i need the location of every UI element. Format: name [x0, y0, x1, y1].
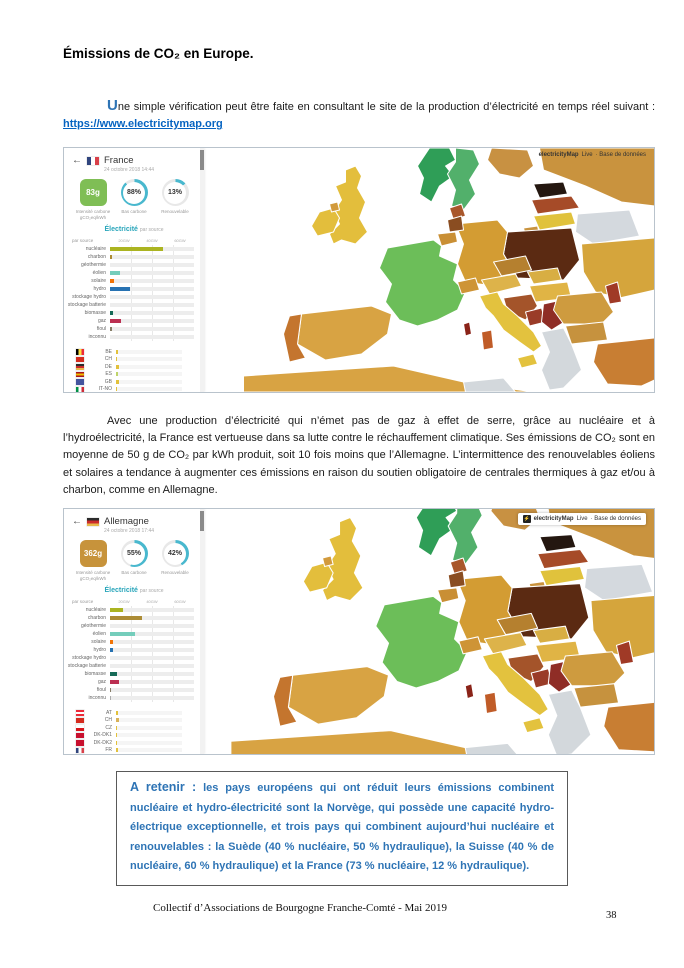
- scrollbar-thumb: [200, 150, 204, 170]
- scrollbar-thumb: [200, 511, 204, 531]
- electricitymap-link[interactable]: https://www.electricitymap.org: [63, 118, 223, 131]
- production-bar-fill: [110, 279, 114, 284]
- production-label: solaire: [91, 278, 106, 284]
- exchange-bar-track: [116, 726, 182, 730]
- production-bar-fill: [110, 680, 119, 685]
- axis-tick-label: 60GW: [174, 238, 186, 243]
- page-title: Émissions de CO₂ en Europe.: [63, 46, 254, 61]
- exchange-bar-fill: [116, 365, 119, 369]
- axis-tick-label: 40GW: [146, 599, 158, 604]
- production-row: [64, 614, 204, 622]
- production-row: [64, 606, 204, 614]
- production-label: nucléaire: [85, 607, 106, 613]
- axis-tick-label: 60GW: [174, 599, 186, 604]
- production-bar-track: [110, 327, 194, 332]
- production-label: hydro: [93, 286, 106, 292]
- production-label: gaz: [97, 679, 106, 685]
- country-flag-icon: [76, 372, 84, 378]
- production-bar-track: [110, 608, 194, 613]
- exchange-row: [64, 356, 204, 364]
- takeaway-body: les pays européens qui ont réduit leurs émissions combinent nucléaire et hydro-électricité sont la Norvège, qui possède une capacité hydro-électrique exceptionnelle, et trois pays qui combinent aujourd’hui nucléaire et renouvelables : la Suède (40 % nucléaire, 50 % hydraulique), la Suisse (40 % de nucléaire, 60 % hydraulique) et la France (73 % nucléaire, 12 % hydraulique).: [130, 782, 555, 872]
- exchange-list: [64, 348, 204, 393]
- production-bar-track: [110, 295, 194, 300]
- production-row: [64, 277, 204, 285]
- brand-label: electricityMap: [538, 152, 579, 158]
- gauge-caption: Bas carbone: [121, 570, 147, 575]
- exchange-country-code: AT: [105, 709, 112, 716]
- map-attribution: [518, 513, 646, 525]
- country-flag-icon: [76, 710, 84, 716]
- renewable-gauge: 13%: [162, 179, 189, 206]
- electricity-section-header: Électricité par source: [104, 226, 164, 233]
- renewable-gauge: 42%: [162, 540, 189, 567]
- production-label: inconnu: [88, 334, 106, 340]
- production-label: solaire: [91, 639, 106, 645]
- axis-tick-label: 40GW: [146, 238, 158, 243]
- axis-ticks: [110, 599, 194, 604]
- carbon-intensity-stat: [73, 540, 113, 581]
- exchange-row: [64, 732, 204, 740]
- chart-axis: [64, 237, 204, 245]
- production-label: éolien: [92, 270, 106, 276]
- production-bar-fill: [110, 327, 112, 332]
- production-label: fioul: [96, 326, 106, 332]
- production-chart: [64, 598, 204, 754]
- intro-paragraph: [63, 97, 655, 133]
- low-carbon-gauge: 55%: [121, 540, 148, 567]
- production-label: charbon: [87, 254, 106, 260]
- production-rows: [64, 245, 204, 341]
- exchange-country-code: FR: [105, 747, 112, 754]
- exchange-bar-fill: [116, 357, 117, 361]
- country-panel-france: [64, 148, 204, 392]
- production-bar-track: [110, 648, 194, 653]
- production-label: stockage hydro: [72, 294, 106, 300]
- map-attribution: [539, 152, 646, 158]
- low-carbon-stat: [114, 540, 154, 581]
- exchange-list: [64, 709, 204, 754]
- production-bar-fill: [110, 247, 163, 252]
- exchange-bar-fill: [116, 718, 119, 722]
- production-row: [64, 646, 204, 654]
- production-row: [64, 654, 204, 662]
- country-flag-icon: [76, 733, 84, 739]
- panel-title-block: [104, 155, 154, 173]
- country-flag-icon: [76, 725, 84, 731]
- exchange-bar-track: [116, 387, 182, 391]
- carbon-intensity-badge: 362g: [80, 540, 107, 567]
- renewable-stat: [155, 540, 195, 581]
- exchange-bar-fill: [116, 733, 117, 737]
- production-bar-fill: [110, 672, 117, 677]
- exchange-bar-fill: [116, 387, 117, 391]
- exchange-bar-track: [116, 365, 182, 369]
- bolt-logo-icon: ⚡: [523, 516, 530, 522]
- electricity-section-header: Électricité par source: [104, 587, 164, 594]
- production-row: [64, 269, 204, 277]
- production-bar-track: [110, 680, 194, 685]
- body-paragraph: Avec une production d’électricité qui n’émet pas de gaz à effet de serre, grâce au nucléaire et à l’hydroélectricité, la France est vertueuse dans sa lutte contre le réchauffement climatique. Ses émissions de CO₂ sont en moyenne de 50 g de CO₂ par kWh produit, soit 10 fois moins que l’Allemagne. L’intermittence des renouvelables éoliens et solaires a tendance à augmenter ces émissions en raison du soutien obligatoire de centrales thermiques à gaz et/ou à charbon, comme en Allemagne.: [63, 415, 655, 496]
- production-bar-track: [110, 335, 194, 340]
- country-name: France: [104, 155, 134, 166]
- exchange-row: [64, 378, 204, 386]
- screenshot-france: [63, 147, 655, 393]
- exchange-bar-track: [116, 357, 182, 361]
- country-flag-icon: [76, 349, 84, 355]
- production-label: charbon: [87, 615, 106, 621]
- exchange-country-code: CZ: [105, 724, 112, 731]
- production-row: [64, 285, 204, 293]
- renewable-stat: [155, 179, 195, 220]
- production-bar-fill: [110, 319, 121, 324]
- axis-ticks: [110, 238, 194, 243]
- gauge-caption: Renouvelable: [161, 209, 189, 214]
- exchange-bar-track: [116, 748, 182, 752]
- exchange-bar-fill: [116, 741, 117, 745]
- production-row: [64, 309, 204, 317]
- screenshot-germany: [63, 508, 655, 755]
- production-bar-track: [110, 688, 194, 693]
- europe-map-svg: [204, 509, 654, 754]
- production-bar-track: [110, 303, 194, 308]
- low-carbon-stat: [114, 179, 154, 220]
- exchange-country-code: ES: [105, 371, 112, 378]
- production-bar-fill: [110, 688, 111, 693]
- country-flag-icon: [76, 748, 84, 754]
- production-row: [64, 325, 204, 333]
- panel-scrollbar: [200, 148, 204, 392]
- exchange-row: [64, 709, 204, 717]
- exchange-row: [64, 371, 204, 379]
- production-rows: [64, 606, 204, 702]
- exchange-bar-fill: [116, 380, 119, 384]
- country-flag-icon: [76, 357, 84, 363]
- production-bar-track: [110, 616, 194, 621]
- exchange-bar-track: [116, 372, 182, 376]
- production-bar-track: [110, 319, 194, 324]
- production-label: biomasse: [84, 310, 106, 316]
- country-panel-germany: [64, 509, 204, 754]
- panel-title-block: [104, 516, 154, 534]
- production-row: [64, 670, 204, 678]
- badge-caption: Intensité carbone gCO₂eq/kWh: [75, 209, 111, 220]
- stats-row: [64, 173, 204, 220]
- exchange-country-code: IT-NO: [98, 386, 112, 393]
- column-header: par source: [72, 238, 94, 243]
- germany-flag-icon: [87, 518, 99, 526]
- production-label: stockage batterie: [67, 302, 106, 308]
- production-row: [64, 293, 204, 301]
- production-list: [64, 245, 204, 341]
- production-bar-track: [110, 263, 194, 268]
- production-row: [64, 694, 204, 702]
- production-list: [64, 606, 204, 702]
- live-label: Live: [581, 152, 593, 158]
- production-bar-track: [110, 672, 194, 677]
- production-row: [64, 630, 204, 638]
- db-label: · Base de données: [595, 152, 646, 158]
- production-row: [64, 678, 204, 686]
- low-carbon-gauge: 88%: [121, 179, 148, 206]
- exchange-country-code: CH: [104, 356, 112, 363]
- production-label: éolien: [92, 631, 106, 637]
- exchange-row: [64, 739, 204, 747]
- production-bar-fill: [110, 632, 135, 637]
- back-arrow-icon: ←: [72, 155, 82, 166]
- production-label: stockage hydro: [72, 655, 106, 661]
- brand-label: electricityMap: [533, 516, 574, 522]
- exchange-row: [64, 348, 204, 356]
- exchange-bar-track: [116, 718, 182, 722]
- exchange-bar-fill: [116, 711, 118, 715]
- document-footer: Collectif d’Associations de Bourgogne Franche-Comté - Mai 2019: [153, 902, 447, 914]
- exchange-row: [64, 724, 204, 732]
- intro-text: ne simple vérification peut être faite en consultant le site de la production d’électricité en temps réel suivant :: [117, 101, 655, 113]
- exchange-country-code: DK-DK1: [93, 732, 112, 739]
- production-label: stockage batterie: [67, 663, 106, 669]
- production-bar-fill: [110, 696, 111, 701]
- key-takeaway-box: [116, 771, 568, 886]
- exchange-country-code: GB: [104, 378, 112, 385]
- exchange-bar-fill: [116, 372, 118, 376]
- exchange-bar-track: [116, 711, 182, 715]
- production-bar-track: [110, 287, 194, 292]
- timestamp: 24 octobre 2018 17:44: [104, 528, 155, 534]
- production-label: fioul: [96, 687, 106, 693]
- exchange-row: [64, 386, 204, 394]
- production-label: géothermie: [80, 262, 106, 268]
- europe-map-svg: [204, 148, 654, 392]
- panel-scrollbar: [200, 509, 204, 754]
- exchange-country-code: BE: [105, 348, 112, 355]
- production-bar-fill: [110, 640, 113, 645]
- production-chart: [64, 237, 204, 393]
- europe-map-germany: [204, 509, 654, 754]
- timestamp: 24 octobre 2018 14:44: [104, 167, 155, 173]
- back-arrow-icon: ←: [72, 516, 82, 527]
- production-label: biomasse: [84, 671, 106, 677]
- production-bar-track: [110, 271, 194, 276]
- production-bar-track: [110, 279, 194, 284]
- production-row: [64, 686, 204, 694]
- production-bar-fill: [110, 616, 142, 621]
- exchange-bar-fill: [116, 726, 117, 730]
- production-label: nucléaire: [85, 246, 106, 252]
- production-label: hydro: [93, 647, 106, 653]
- production-row: [64, 245, 204, 253]
- gauge-caption: Renouvelable: [161, 570, 189, 575]
- production-bar-fill: [110, 255, 112, 260]
- production-bar-track: [110, 311, 194, 316]
- production-label: géothermie: [80, 623, 106, 629]
- country-flag-icon: [76, 387, 84, 393]
- production-bar-track: [110, 640, 194, 645]
- carbon-intensity-badge: 83g: [80, 179, 107, 206]
- production-row: [64, 253, 204, 261]
- stats-row: [64, 534, 204, 581]
- country-flag-icon: [76, 364, 84, 370]
- gauge-caption: Bas carbone: [121, 209, 147, 214]
- production-row: [64, 662, 204, 670]
- exchange-bar-fill: [116, 350, 118, 354]
- country-flag-icon: [76, 379, 84, 385]
- production-bar-fill: [110, 271, 120, 276]
- production-bar-track: [110, 247, 194, 252]
- production-bar-track: [110, 656, 194, 661]
- exchange-bar-fill: [116, 748, 118, 752]
- chart-axis: [64, 598, 204, 606]
- production-bar-fill: [110, 287, 130, 292]
- exchange-country-code: DK-DK2: [93, 739, 112, 746]
- exchange-bar-track: [116, 733, 182, 737]
- axis-tick-label: 20GW: [118, 599, 130, 604]
- exchange-row: [64, 717, 204, 725]
- country-flag-icon: [76, 718, 84, 724]
- axis-tick-label: 20GW: [118, 238, 130, 243]
- exchange-country-code: CH: [104, 717, 112, 724]
- carbon-intensity-stat: [73, 179, 113, 220]
- exchange-row: [64, 747, 204, 755]
- production-row: [64, 333, 204, 341]
- panel-header: [64, 148, 204, 173]
- production-bar-track: [110, 624, 194, 629]
- panel-header: [64, 509, 204, 534]
- page-number: 38: [606, 910, 617, 921]
- exchange-bar-track: [116, 350, 182, 354]
- production-label: inconnu: [88, 695, 106, 701]
- country-flag-icon: [76, 740, 84, 746]
- production-row: [64, 638, 204, 646]
- production-label: gaz: [97, 318, 106, 324]
- column-header: par source: [72, 599, 94, 604]
- exchange-bar-track: [116, 741, 182, 745]
- live-label: Live: [576, 516, 588, 522]
- production-bar-fill: [110, 311, 113, 316]
- production-bar-fill: [110, 648, 113, 653]
- europe-map-france: [204, 148, 654, 392]
- exchange-country-code: DE: [105, 363, 112, 370]
- takeaway-lead: A retenir :: [130, 780, 197, 794]
- exchange-row: [64, 363, 204, 371]
- production-bar-track: [110, 696, 194, 701]
- france-flag-icon: [87, 157, 99, 165]
- production-bar-track: [110, 632, 194, 637]
- badge-caption: Intensité carbone gCO₂eq/kWh: [75, 570, 111, 581]
- production-row: [64, 622, 204, 630]
- production-row: [64, 261, 204, 269]
- dropcap: U: [107, 97, 118, 114]
- country-name: Allemagne: [104, 516, 149, 527]
- production-bar-track: [110, 255, 194, 260]
- exchange-bar-track: [116, 380, 182, 384]
- production-bar-fill: [110, 608, 123, 613]
- db-label: · Base de données: [590, 516, 641, 522]
- production-row: [64, 317, 204, 325]
- production-bar-track: [110, 664, 194, 669]
- production-row: [64, 301, 204, 309]
